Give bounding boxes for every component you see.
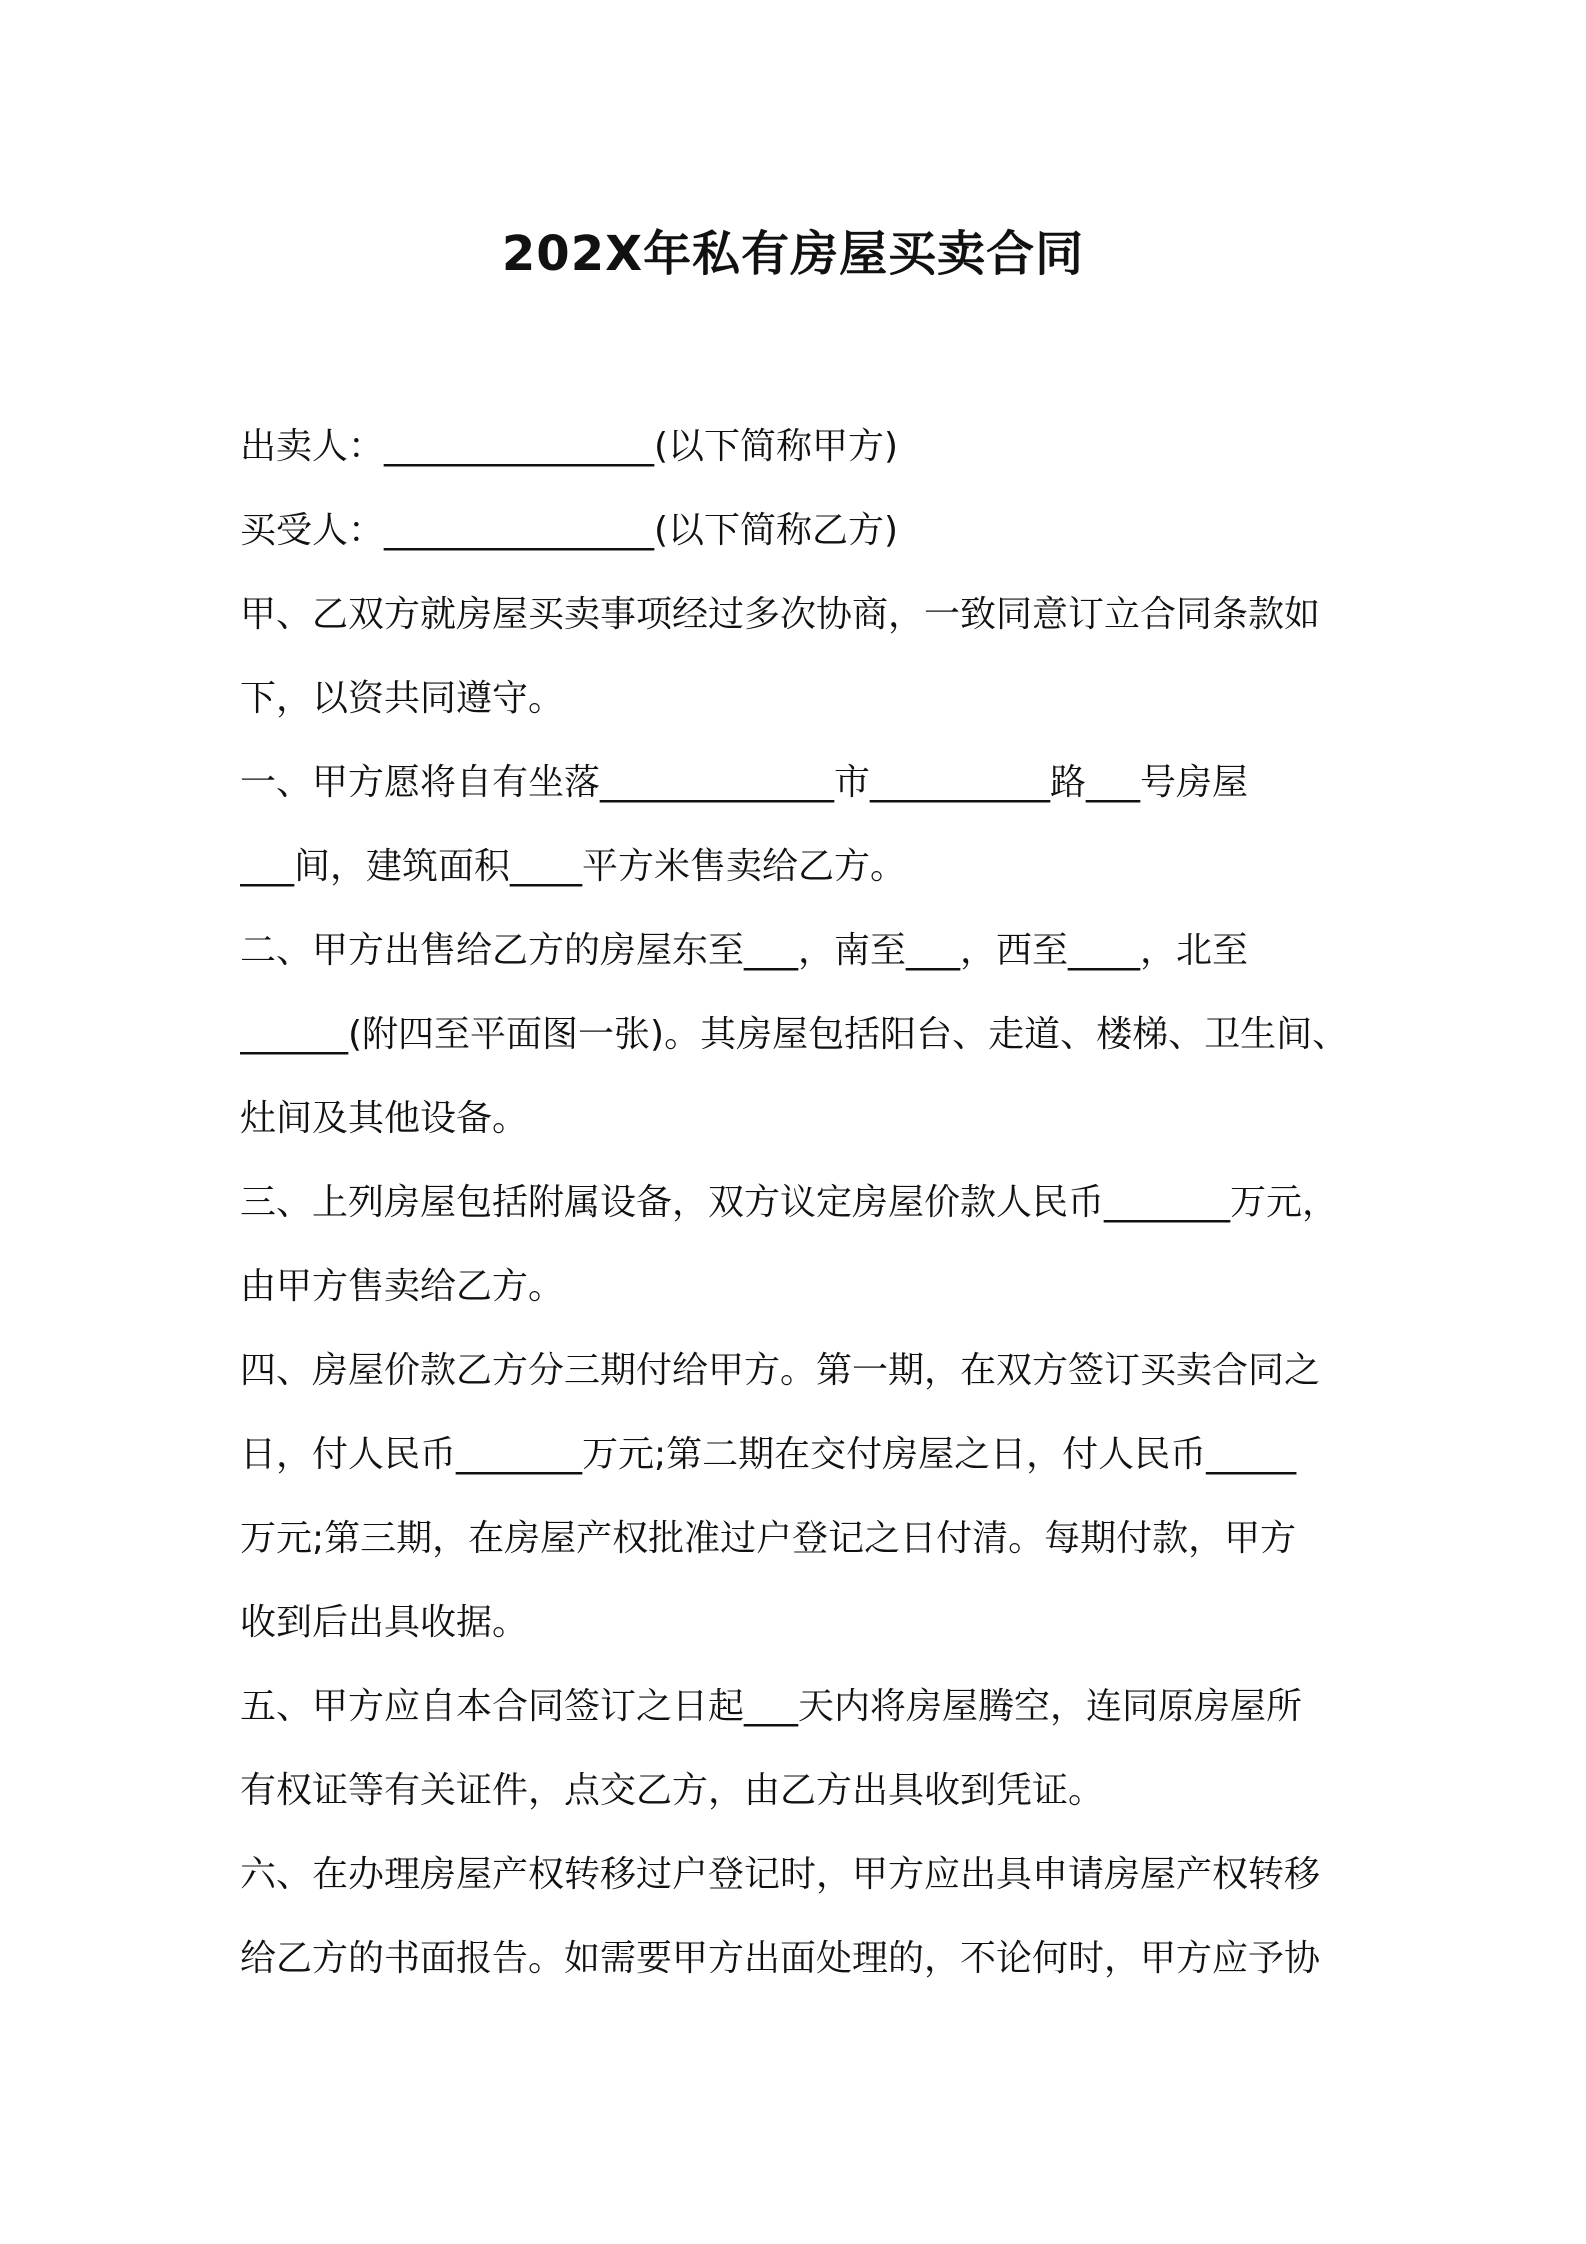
buyer-line: 买受人：_______________(以下简称乙方) bbox=[240, 510, 899, 551]
clause-4-line-1: 四、房屋价款乙方分三期付给甲方。第一期，在双方签订买卖合同之 bbox=[240, 1350, 1321, 1391]
document-title: 202X年私有房屋买卖合同 bbox=[501, 226, 1085, 282]
clause-1-line-1: 一、甲方愿将自有坐落_____________市__________路___号房屋 bbox=[240, 762, 1249, 803]
clause-2-line-3: 灶间及其他设备。 bbox=[240, 1098, 529, 1139]
clause-2-line-2: ______(附四至平面图一张)。其房屋包括阳台、走道、楼梯、卫生间、 bbox=[240, 1014, 1349, 1055]
clause-2-line-1: 二、甲方出售给乙方的房屋东至___，南至___，西至____，北至 bbox=[240, 930, 1249, 971]
clause-3-line-1: 三、上列房屋包括附属设备，双方议定房屋价款人民币_______万元， bbox=[240, 1182, 1339, 1223]
clause-4-line-3: 万元;第三期，在房屋产权批准过户登记之日付清。每期付款，甲方 bbox=[240, 1518, 1297, 1559]
clause-5-line-1: 五、甲方应自本合同签订之日起___天内将房屋腾空，连同原房屋所 bbox=[240, 1686, 1303, 1727]
preamble-line-1: 甲、乙双方就房屋买卖事项经过多次协商，一致同意订立合同条款如 bbox=[240, 594, 1321, 635]
clause-4-line-2: 日，付人民币_______万元;第二期在交付房屋之日，付人民币_____ bbox=[240, 1434, 1297, 1475]
clause-6-line-1: 六、在办理房屋产权转移过户登记时，甲方应出具申请房屋产权转移 bbox=[240, 1854, 1321, 1895]
clause-3-line-2: 由甲方售卖给乙方。 bbox=[240, 1266, 565, 1307]
clause-1-line-2: ___间，建筑面积____平方米售卖给乙方。 bbox=[240, 846, 907, 887]
clause-4-line-4: 收到后出具收据。 bbox=[240, 1602, 529, 1643]
preamble-line-2: 下，以资共同遵守。 bbox=[240, 678, 565, 719]
seller-line: 出卖人：_______________(以下简称甲方) bbox=[240, 426, 899, 467]
clause-6-line-2: 给乙方的书面报告。如需要甲方出面处理的，不论何时，甲方应予协 bbox=[240, 1938, 1321, 1979]
contract-body bbox=[240, 405, 1365, 2001]
clause-5-line-2: 有权证等有关证件，点交乙方，由乙方出具收到凭证。 bbox=[240, 1770, 1105, 1811]
